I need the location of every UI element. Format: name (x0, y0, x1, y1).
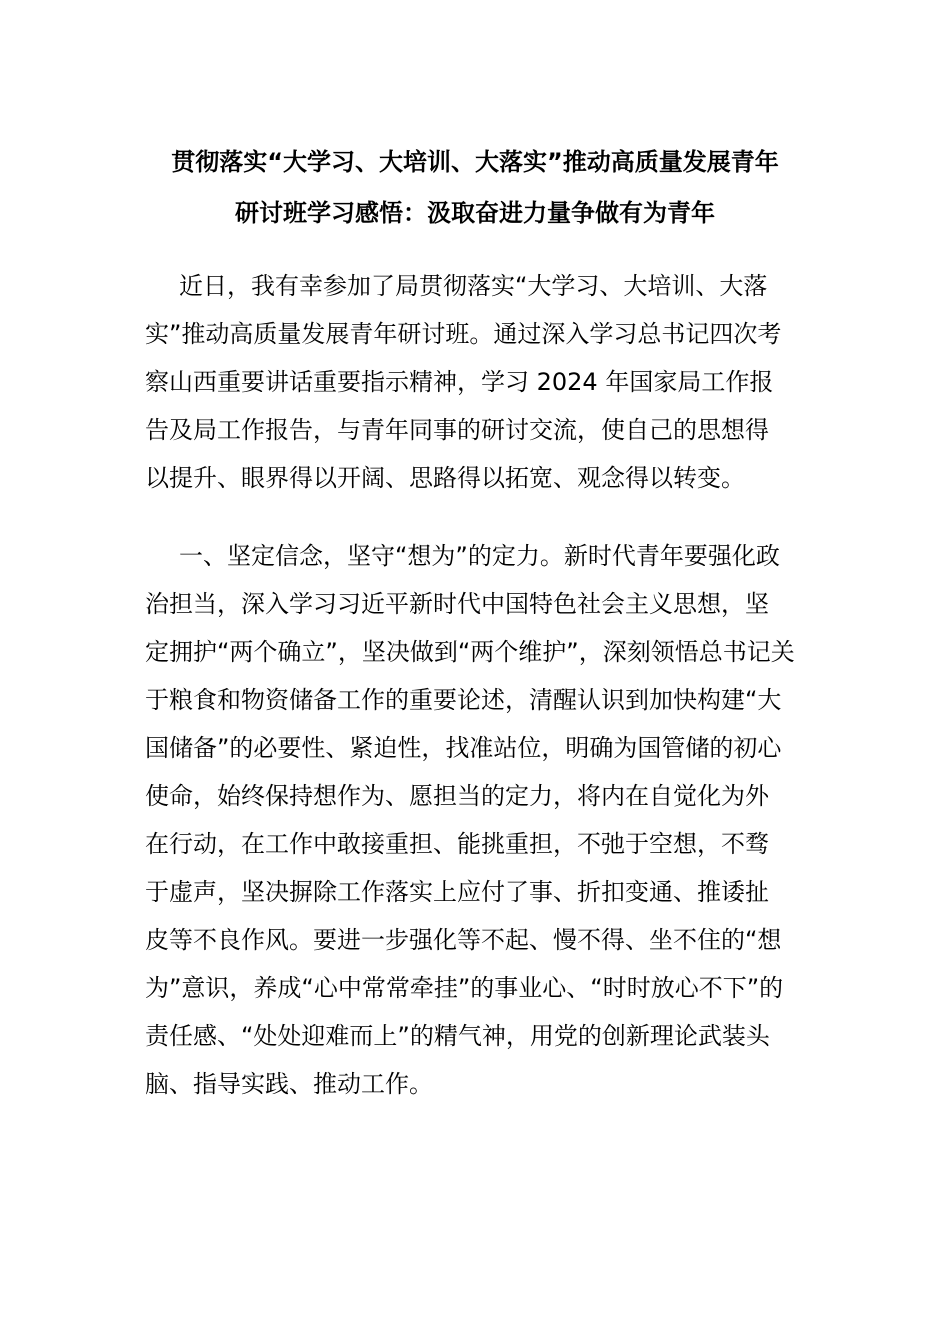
paragraph-section-one (145, 532, 805, 1108)
paragraph-line: 皮等不良作风。要进一步强化等不起、慢不得、坐不住的“想 (145, 926, 782, 954)
paragraph-line: 于虚声，坚决摒除工作落实上应付了事、折扣变通、推诿扯 (145, 878, 769, 906)
paragraph-line: 治担当，深入学习习近平新时代中国特色社会主义思想，坚 (145, 590, 769, 618)
paragraph-line: 以提升、眼界得以开阔、思路得以拓宽、观念得以转变。 (145, 464, 745, 492)
paragraph-line: 告及局工作报告，与青年同事的研讨交流，使自己的思想得 (145, 416, 769, 444)
document-title-line-1: 贯彻落实“大学习、大培训、大落实”推动高质量发展青年 (171, 148, 779, 176)
paragraph-intro (145, 262, 805, 502)
paragraph-line: 于粮食和物资储备工作的重要论述，清醒认识到加快构建“大 (145, 686, 782, 714)
paragraph-line: 为”意识，养成“心中常常牵挂”的事业心、“时时放心不下”的 (145, 974, 784, 1002)
document-title-line-2: 研讨班学习感悟：汲取奋进力量争做有为青年 (235, 199, 715, 227)
paragraph-line: 察山西重要讲话重要指示精神，学习 2024 年国家局工作报 (145, 368, 774, 396)
paragraph-line: 在行动，在工作中敢接重担、能挑重担，不弛于空想，不骛 (145, 830, 769, 858)
paragraph-line: 一、坚定信念，坚守“想为”的定力。新时代青年要强化政 (179, 542, 780, 570)
paragraph-line: 近日，我有幸参加了局贯彻落实“大学习、大培训、大落 (179, 272, 768, 300)
paragraph-line: 实”推动高质量发展青年研讨班。通过深入学习总书记四次考 (145, 320, 782, 348)
paragraph-line: 定拥护“两个确立”，坚决做到“两个维护”，深刻领悟总书记关 (145, 638, 795, 666)
paragraph-line: 脑、指导实践、推动工作。 (145, 1070, 433, 1098)
paragraph-line: 责任感、“处处迎难而上”的精气神，用党的创新理论武装头 (145, 1022, 770, 1050)
paragraph-line: 使命，始终保持想作为、愿担当的定力，将内在自觉化为外 (145, 782, 769, 810)
paragraph-line: 国储备”的必要性、紧迫性，找准站位，明确为国管储的初心 (145, 734, 782, 762)
